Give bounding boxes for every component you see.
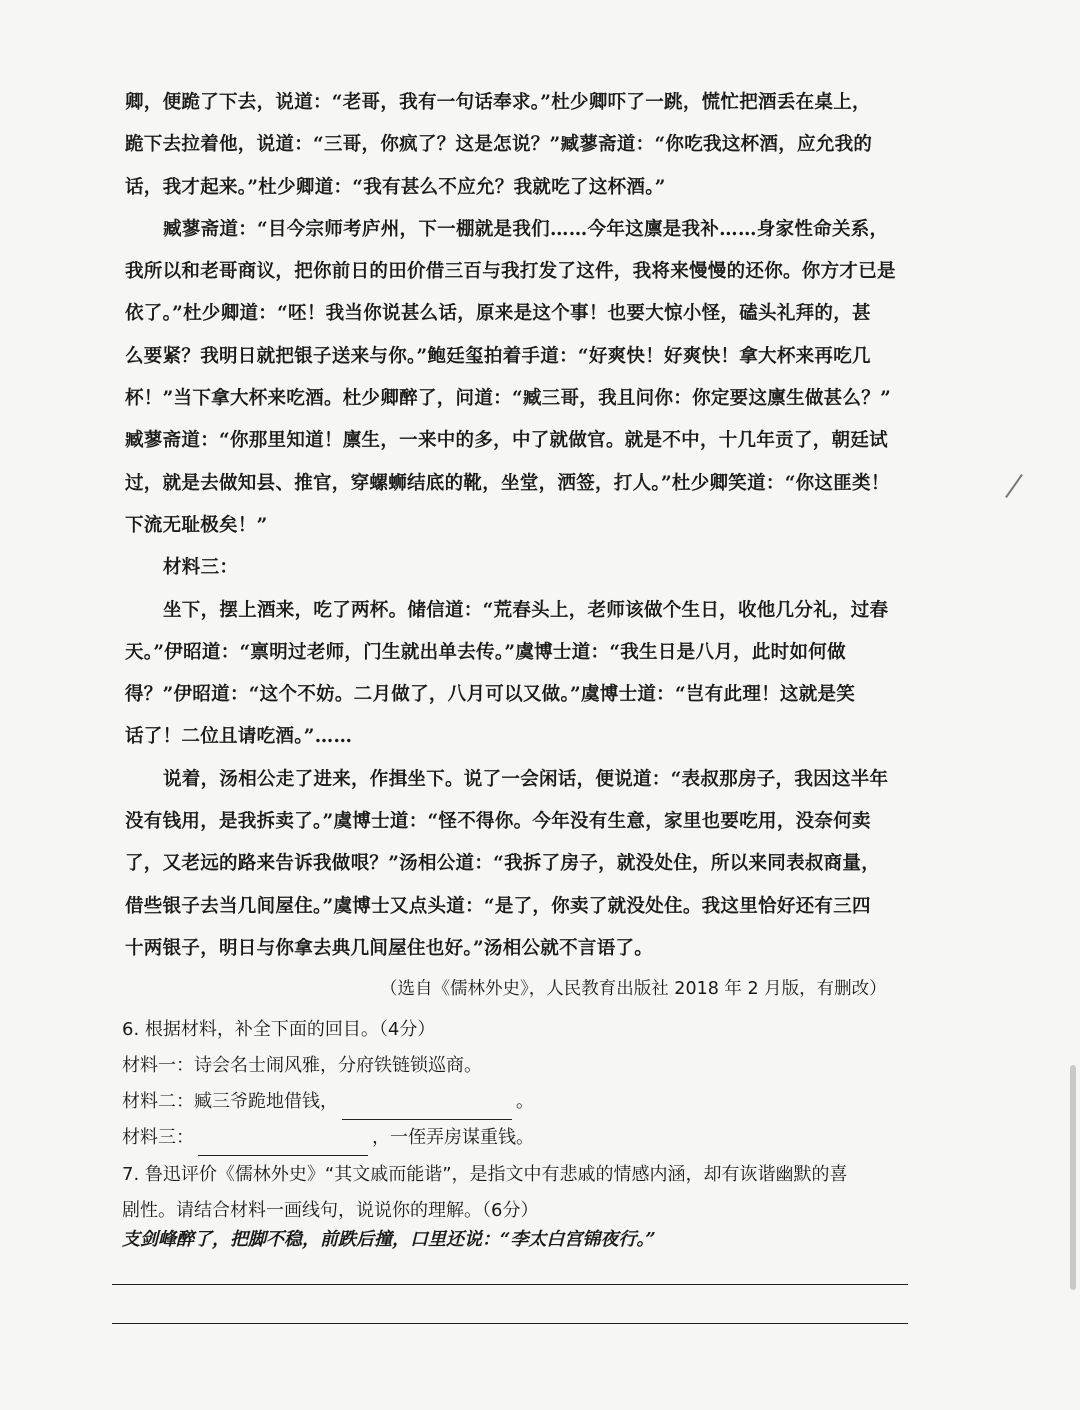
answer-line[interactable]: [112, 1284, 908, 1285]
text-line: 么要紧？我明日就把银子送来与你。”鲍廷玺拍着手道：“好爽快！好爽快！拿大杯来再吃几: [125, 345, 871, 367]
text-line: 话了！二位且请吃酒。”……: [125, 726, 353, 748]
q6-material3: [122, 1120, 922, 1156]
q6-m2-suffix: 。: [516, 1091, 534, 1112]
q7-line1: 7. 鲁迅评价《儒林外史》“其文戚而能谐”，是指文中有悲戚的情感内涵，却有诙谐幽默的喜: [122, 1164, 848, 1185]
text-line: 借些银子去当几间屋住。”虞博士又点头道：“是了，你卖了就没处住。我这里恰好还有三四: [125, 895, 871, 917]
text-line: 依了。”杜少卿道：“呸！我当你说甚么话，原来是这个事！也要大惊小怪，磕头礼拜的，甚: [125, 303, 871, 325]
q6-m2-prefix: 材料二：臧三爷跪地借钱，: [122, 1091, 338, 1112]
text-line: 得？”伊昭道：“这个不妨。二月做了，八月可以又做。”虞博士道：“岂有此理！这就是笑: [125, 684, 856, 706]
q7-line2: 剧性。请结合材料一画线句，说说你的理解。（6分）: [122, 1200, 539, 1221]
q6-material1: 材料一：诗会名士闹风雅，分府铁链锁巡商。: [122, 1055, 482, 1076]
text-line: 臧蓼斋道：“目今宗师考庐州，下一棚就是我们……今年这廪是我补……身家性命关系，: [163, 218, 889, 240]
text-line: 下流无耻极矣！”: [125, 514, 268, 536]
text-line: 我所以和老哥商议，把你前日的田价借三百与我打发了这件，我将来慢慢的还你。你方才已是: [125, 261, 896, 283]
answer-blank-m2[interactable]: [342, 1099, 512, 1120]
text-line: 了，又老远的路来告诉我做哏？”汤相公道：“我拆了房子，就没处住，所以来同表叔商量，: [125, 853, 881, 875]
material3-label: 材料三：: [163, 557, 239, 579]
text-line: 臧蓼斋道：“你那里知道！廪生，一来中的多，中了就做官。就是不中，十几年贡了，朝廷试: [125, 430, 888, 452]
scrollbar[interactable]: [1070, 1065, 1076, 1290]
q6-material2: [122, 1084, 922, 1120]
text-line: 十两银子，明日与你拿去典几间屋住也好。”汤相公就不言语了。: [125, 937, 654, 959]
question-7: [122, 1157, 922, 1229]
passage-top: [125, 82, 900, 970]
handwritten-quote: 支剑峰醉了，把脚不稳，前跌后撞，口里还说：“李太白宫锦夜行。”: [122, 1229, 656, 1250]
text-line: 卿，便跪了下去，说道：“老哥，我有一句话奉求。”杜少卿吓了一跳，慌忙把酒丢在桌上，: [125, 92, 871, 113]
question-6: [122, 1012, 922, 1156]
answer-blank-m3[interactable]: [198, 1135, 368, 1156]
q6-m3-suffix: ，一侄弄房谋重钱。: [372, 1127, 534, 1148]
source-note: （选自《儒林外史》，人民教育出版社 2018 年 2 月版，有删改）: [380, 979, 887, 999]
text-line: 过，就是去做知县、推官，穿螺蛳结底的靴，坐堂，洒签，打人。”杜少卿笑道：“你这匪类！: [125, 472, 890, 494]
answer-line[interactable]: [112, 1323, 908, 1324]
text-line: 坐下，摆上酒来，吃了两杯。储信道：“荒春头上，老师该做个生日，收他几分礼，过春: [163, 599, 889, 621]
text-line: 说着，汤相公走了进来，作揖坐下。说了一会闲话，便说道：“表叔那房子，我因这半年: [163, 768, 889, 790]
pen-stroke-mark: [1005, 474, 1023, 498]
text-line: 跪下去拉着他，说道：“三哥，你疯了？这是怎说？”臧蓼斋道：“你吃我这杯酒，应允我的: [125, 134, 873, 156]
text-line: 没有钱用，是我拆卖了。”虞博士道：“怪不得你。今年没有生意，家里也要吃用，没奈何卖: [125, 811, 871, 833]
q6-title: 6. 根据材料，补全下面的回目。（4分）: [122, 1019, 436, 1040]
text-line: 天。”伊昭道：“禀明过老师，门生就出单去传。”虞博士道：“我生日是八月，此时如何做: [125, 641, 846, 663]
text-line: 杯！”当下拿大杯来吃酒。杜少卿醉了，问道：“臧三哥，我且问你：你定要这廪生做甚么？”: [125, 388, 892, 410]
text-line: 话，我才起来。”杜少卿道：“我有甚么不应允？我就吃了这杯酒。”: [125, 176, 666, 198]
q6-m3-prefix: 材料三：: [122, 1127, 194, 1148]
